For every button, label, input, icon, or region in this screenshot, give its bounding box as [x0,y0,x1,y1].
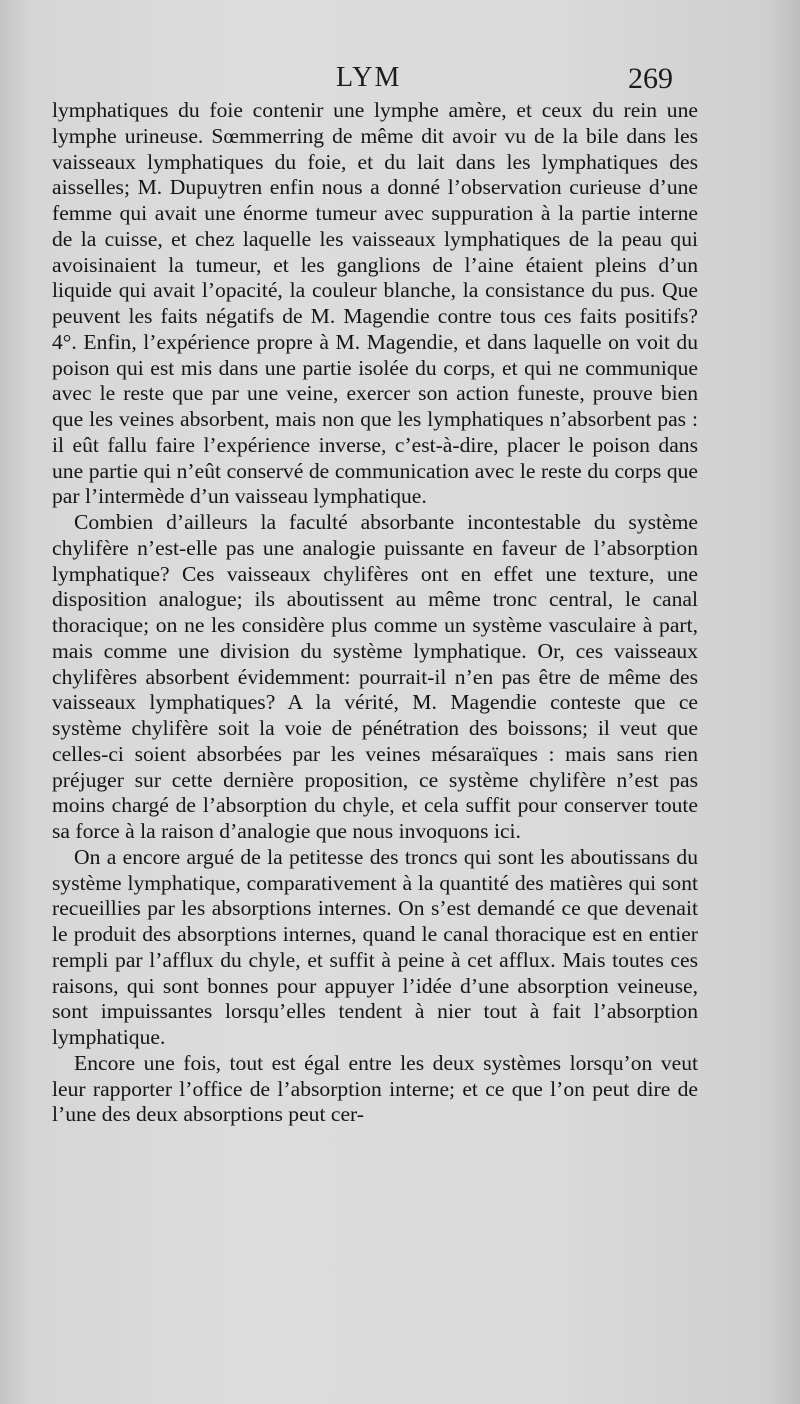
paragraph: On a encore argué de la petitesse des troncs qui sont les aboutissans du système lymphatique, comparativement à la quantité des matières qui sont recueillies par les absorptions internes. On s’est demandé ce que devenait le produit des absorptions internes, quand le canal thoracique est en entier rempli par l’afflux du chyle, et suffit à peine à cet afflux. Mais toutes ces raisons, qui sont bonnes pour appuyer l’idée d’une absorption veineuse, sont impuissantes lorsqu’elles tendent à nier tout à fait l’absorption lymphatique. [52,844,698,1049]
page-header [0,62,800,102]
page-number: 269 [628,62,673,95]
paragraph: Combien d’ailleurs la faculté absorbante incontestable du système chylifère n’est-elle pas une analogie puissante en faveur de l’absorption lymphatique? Ces vaisseaux chylifères ont en effet une texture, une disposition analogue; ils aboutissent au même tronc central, le canal thoracique; on ne les considère plus comme un système vasculaire à part, mais comme une division du système lymphatique. Or, ces vaisseaux chylifères absorbent évidemment: pourrait-il n’en pas être de même des vaisseaux lymphatiques? A la vérité, M. Magendie conteste que ce système chylifère soit la voie de pénétration des boissons; il veut que celles-ci soient absorbées par les veines mésaraïques : mais sans rien préjuger sur cette dernière proposition, ce système chylifère n’est pas moins chargé de l’absorption du chyle, et cela suffit pour conserver toute sa force à la raison d’analogie que nous invoquons ici. [52,510,698,843]
paragraph: Encore une fois, tout est égal entre les deux systèmes lorsqu’on veut leur rapporter l’office de l’absorption interne; et ce que l’on peut dire de l’une des deux absorptions peut cer- [52,1050,698,1127]
running-head: LYM [336,62,402,93]
paragraph: lymphatiques du foie contenir une lymphe amère, et ceux du rein une lymphe urineuse. Sœmmerring de même dit avoir vu de la bile dans les vaisseaux lymphatiques du foie, et du lait dans les lymphatiques des aisselles; M. Dupuytren enfin nous a donné l’observation curieuse d’une femme qui avait une énorme tumeur avec suppuration à la partie interne de la cuisse, et chez laquelle les vaisseaux lymphatiques de la peau qui avoisinaient la tumeur, et les ganglions de l’aine étaient pleins d’un liquide qui avait l’opacité, la couleur blanche, la consistance du pus. Que peuvent les faits négatifs de M. Magendie contre tous ces faits positifs? 4°. Enfin, l’expérience propre à M. Magendie, et dans laquelle on voit du poison qui est mis dans une partie isolée du corps, et qui ne communique avec le reste que par une veine, exercer son action funeste, prouve bien que les veines absorbent, mais non que les lymphatiques n’absorbent pas : il eût fallu faire l’expérience inverse, c’est-à-dire, placer le poison dans une partie qui n’eût conservé de communication avec le reste du corps que par l’intermède d’un vaisseau lymphatique. [52,98,698,509]
text-body [52,98,698,1128]
